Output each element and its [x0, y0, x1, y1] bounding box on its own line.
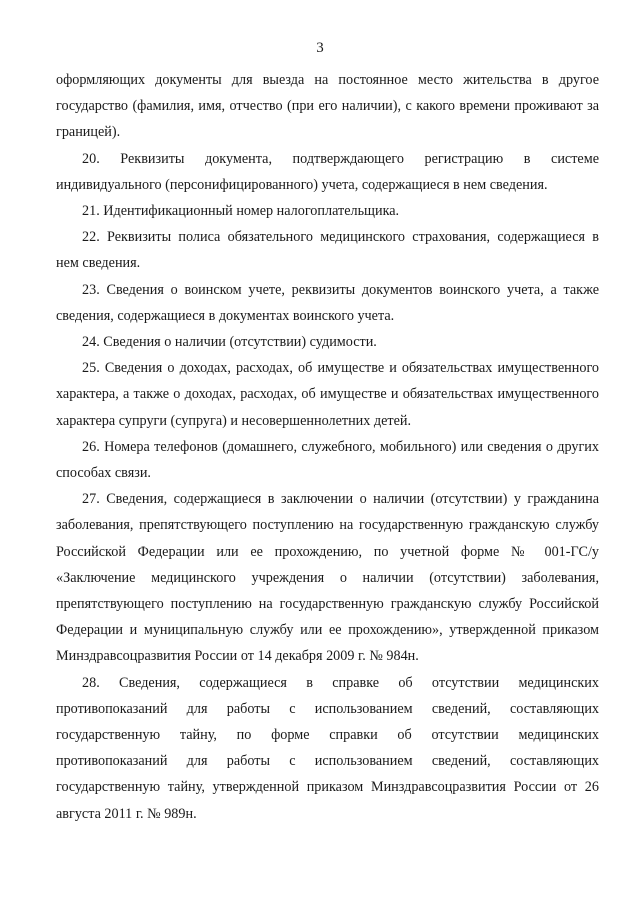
document-body — [56, 67, 599, 827]
paragraph-item-27: 27. Сведения, содержащиеся в заключении о наличии (отсутствии) у гражданина заболевания, препятствующего поступлению на государственную гражданскую службу Российской Федерации или ее прохождению, по учетной форме № 001-ГС/у «Заключение медицинского учреждения о наличии (отсутствии) заболевания, препятствующего поступлению на государственную гражданскую службу Российской Федерации и муниципальную службу или ее прохождению», утвержденной приказом Минздравсоцразвития России от 14 декабря 2009 г. № 984н. — [56, 491, 599, 665]
page-number: 3 — [316, 40, 324, 56]
paragraph-item-24: 24. Сведения о наличии (отсутствии) судимости. — [82, 334, 377, 351]
paragraph-item-25: 25. Сведения о доходах, расходах, об имуществе и обязательствах имущественного характера, а также о доходах, расходах, об имуществе и обязательствах имущественного характера супруги (супруга) и несовершеннолетних детей. — [56, 360, 599, 429]
paragraph-item-23: 23. Сведения о воинском учете, реквизиты документов воинского учета, а также сведения, содержащиеся в документах воинского учета. — [56, 281, 599, 324]
paragraph-item-26: 26. Номера телефонов (домашнего, служебного, мобильного) или сведения о других способах связи. — [56, 438, 599, 482]
paragraph-continuation: оформляющих документы для выезда на постоянное место жительства в другое государство (фамилия, имя, отчество (при его наличии), с какого времени проживают за границей). — [56, 72, 599, 141]
paragraph-item-20: 20. Реквизиты документа, подтверждающего регистрацию в системе индивидуального (персонифицированного) учета, содержащиеся в нем сведения. — [56, 150, 599, 193]
paragraph-item-28: 28. Сведения, содержащиеся в справке об отсутствии медицинских противопоказаний для работы с использованием сведений, составляющих государственную тайну, по форме справки об отсутствии медицинских противопоказаний для работы с использованием сведений, составляющих государственную тайну, утвержденной приказом Минздравсоцразвития России от 26 августа 2011 г. № 989н. — [56, 674, 599, 822]
paragraph-item-21: 21. Идентификационный номер налогоплательщика. — [82, 203, 400, 220]
paragraph-item-22: 22. Реквизиты полиса обязательного медицинского страхования, содержащиеся в нем сведения. — [56, 229, 599, 272]
